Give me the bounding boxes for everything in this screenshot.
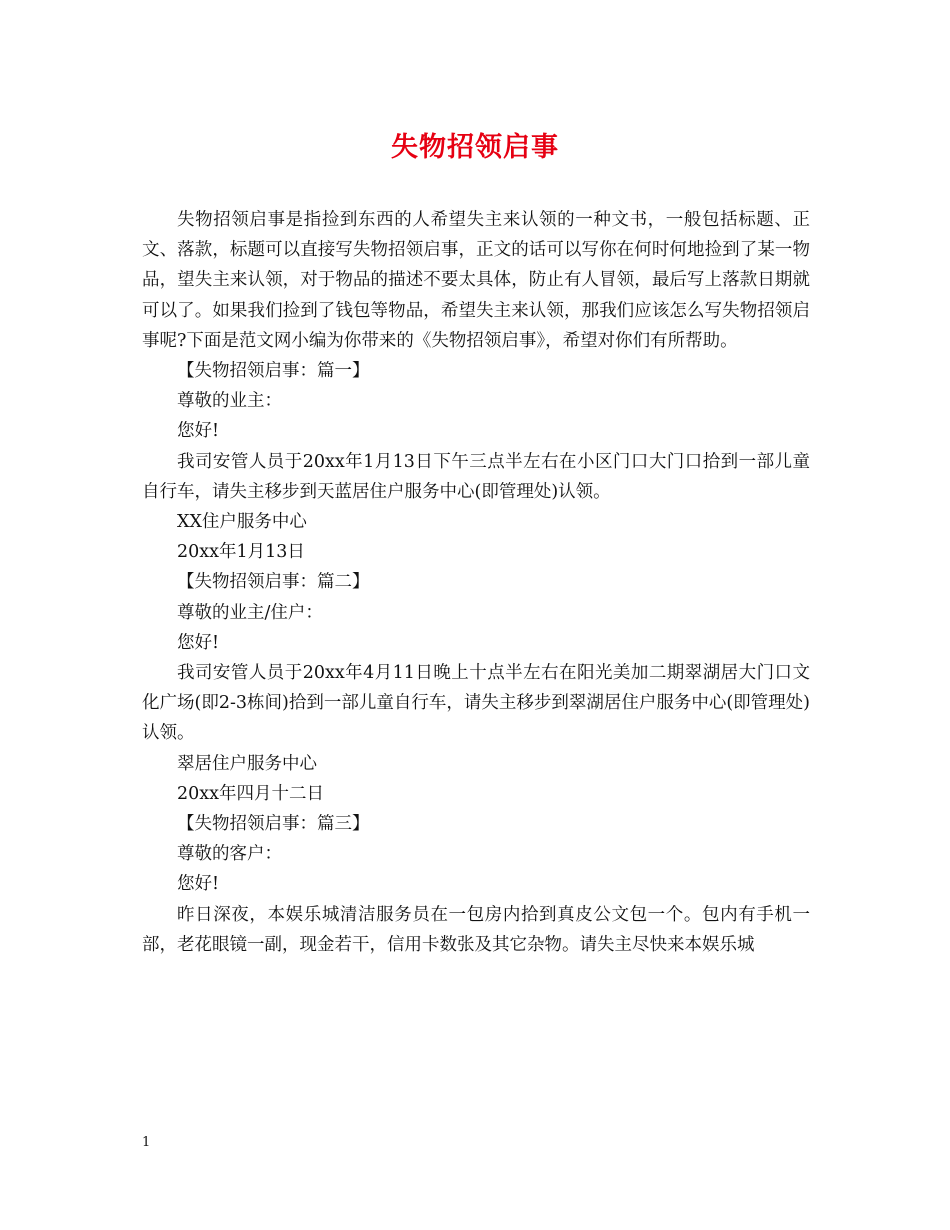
section-heading-1: 【失物招领启事：篇一】 [177, 361, 370, 382]
date-1: 20xx年1月13日 [177, 542, 305, 563]
document-body [142, 205, 810, 960]
page-number: 1 [142, 1135, 151, 1150]
notice-body-1: 我司安管人员于20xx年1月13日下午三点半左右在小区门口大门口拾到一部儿童自行车，请失主移步到天蓝居住户服务中心(即管理处)认领。 [142, 451, 810, 502]
date-2: 20xx年四月十二日 [177, 783, 325, 804]
notice-body-2: 我司安管人员于20xx年4月11日晚上十点半左右在阳光美加二期翠湖居大门口文化广场(即2-3栋间)拾到一部儿童自行车，请失主移步到翠湖居住户服务中心(即管理处)认领。 [142, 663, 810, 744]
salutation-2: 尊敬的业主/住户： [177, 602, 323, 623]
signature-2: 翠居住户服务中心 [177, 753, 317, 774]
greeting-3: 您好! [177, 874, 220, 895]
section-heading-3: 【失物招领启事：篇三】 [177, 814, 370, 835]
section-heading-2: 【失物招领启事：篇二】 [177, 572, 370, 593]
salutation-1: 尊敬的业主： [177, 391, 282, 412]
salutation-3: 尊敬的客户： [177, 844, 282, 865]
notice-body-3: 昨日深夜，本娱乐城清洁服务员在一包房内拾到真皮公文包一个。包内有手机一部，老花眼镜一副，现金若干，信用卡数张及其它杂物。请失主尽快来本娱乐城 [142, 904, 810, 955]
signature-1: XX住户服务中心 [177, 512, 307, 533]
intro-paragraph: 失物招领启事是指捡到东西的人希望失主来认领的一种文书，一般包括标题、正文、落款，标题可以直接写失物招领启事，正文的话可以写你在何时何地捡到了某一物品，望失主来认领，对于物品的描述不要太具体，防止有人冒领，最后写上落款日期就可以了。如果我们捡到了钱包等物品，希望失主来认领，那我们应该怎么写失物招领启事呢?下面是范文网小编为你带来的《失物招领启事》，希望对你们有所帮助。 [142, 210, 810, 351]
document-title: 失物招领启事 [391, 132, 559, 163]
greeting-2: 您好! [177, 632, 220, 653]
greeting-1: 您好! [177, 421, 220, 442]
